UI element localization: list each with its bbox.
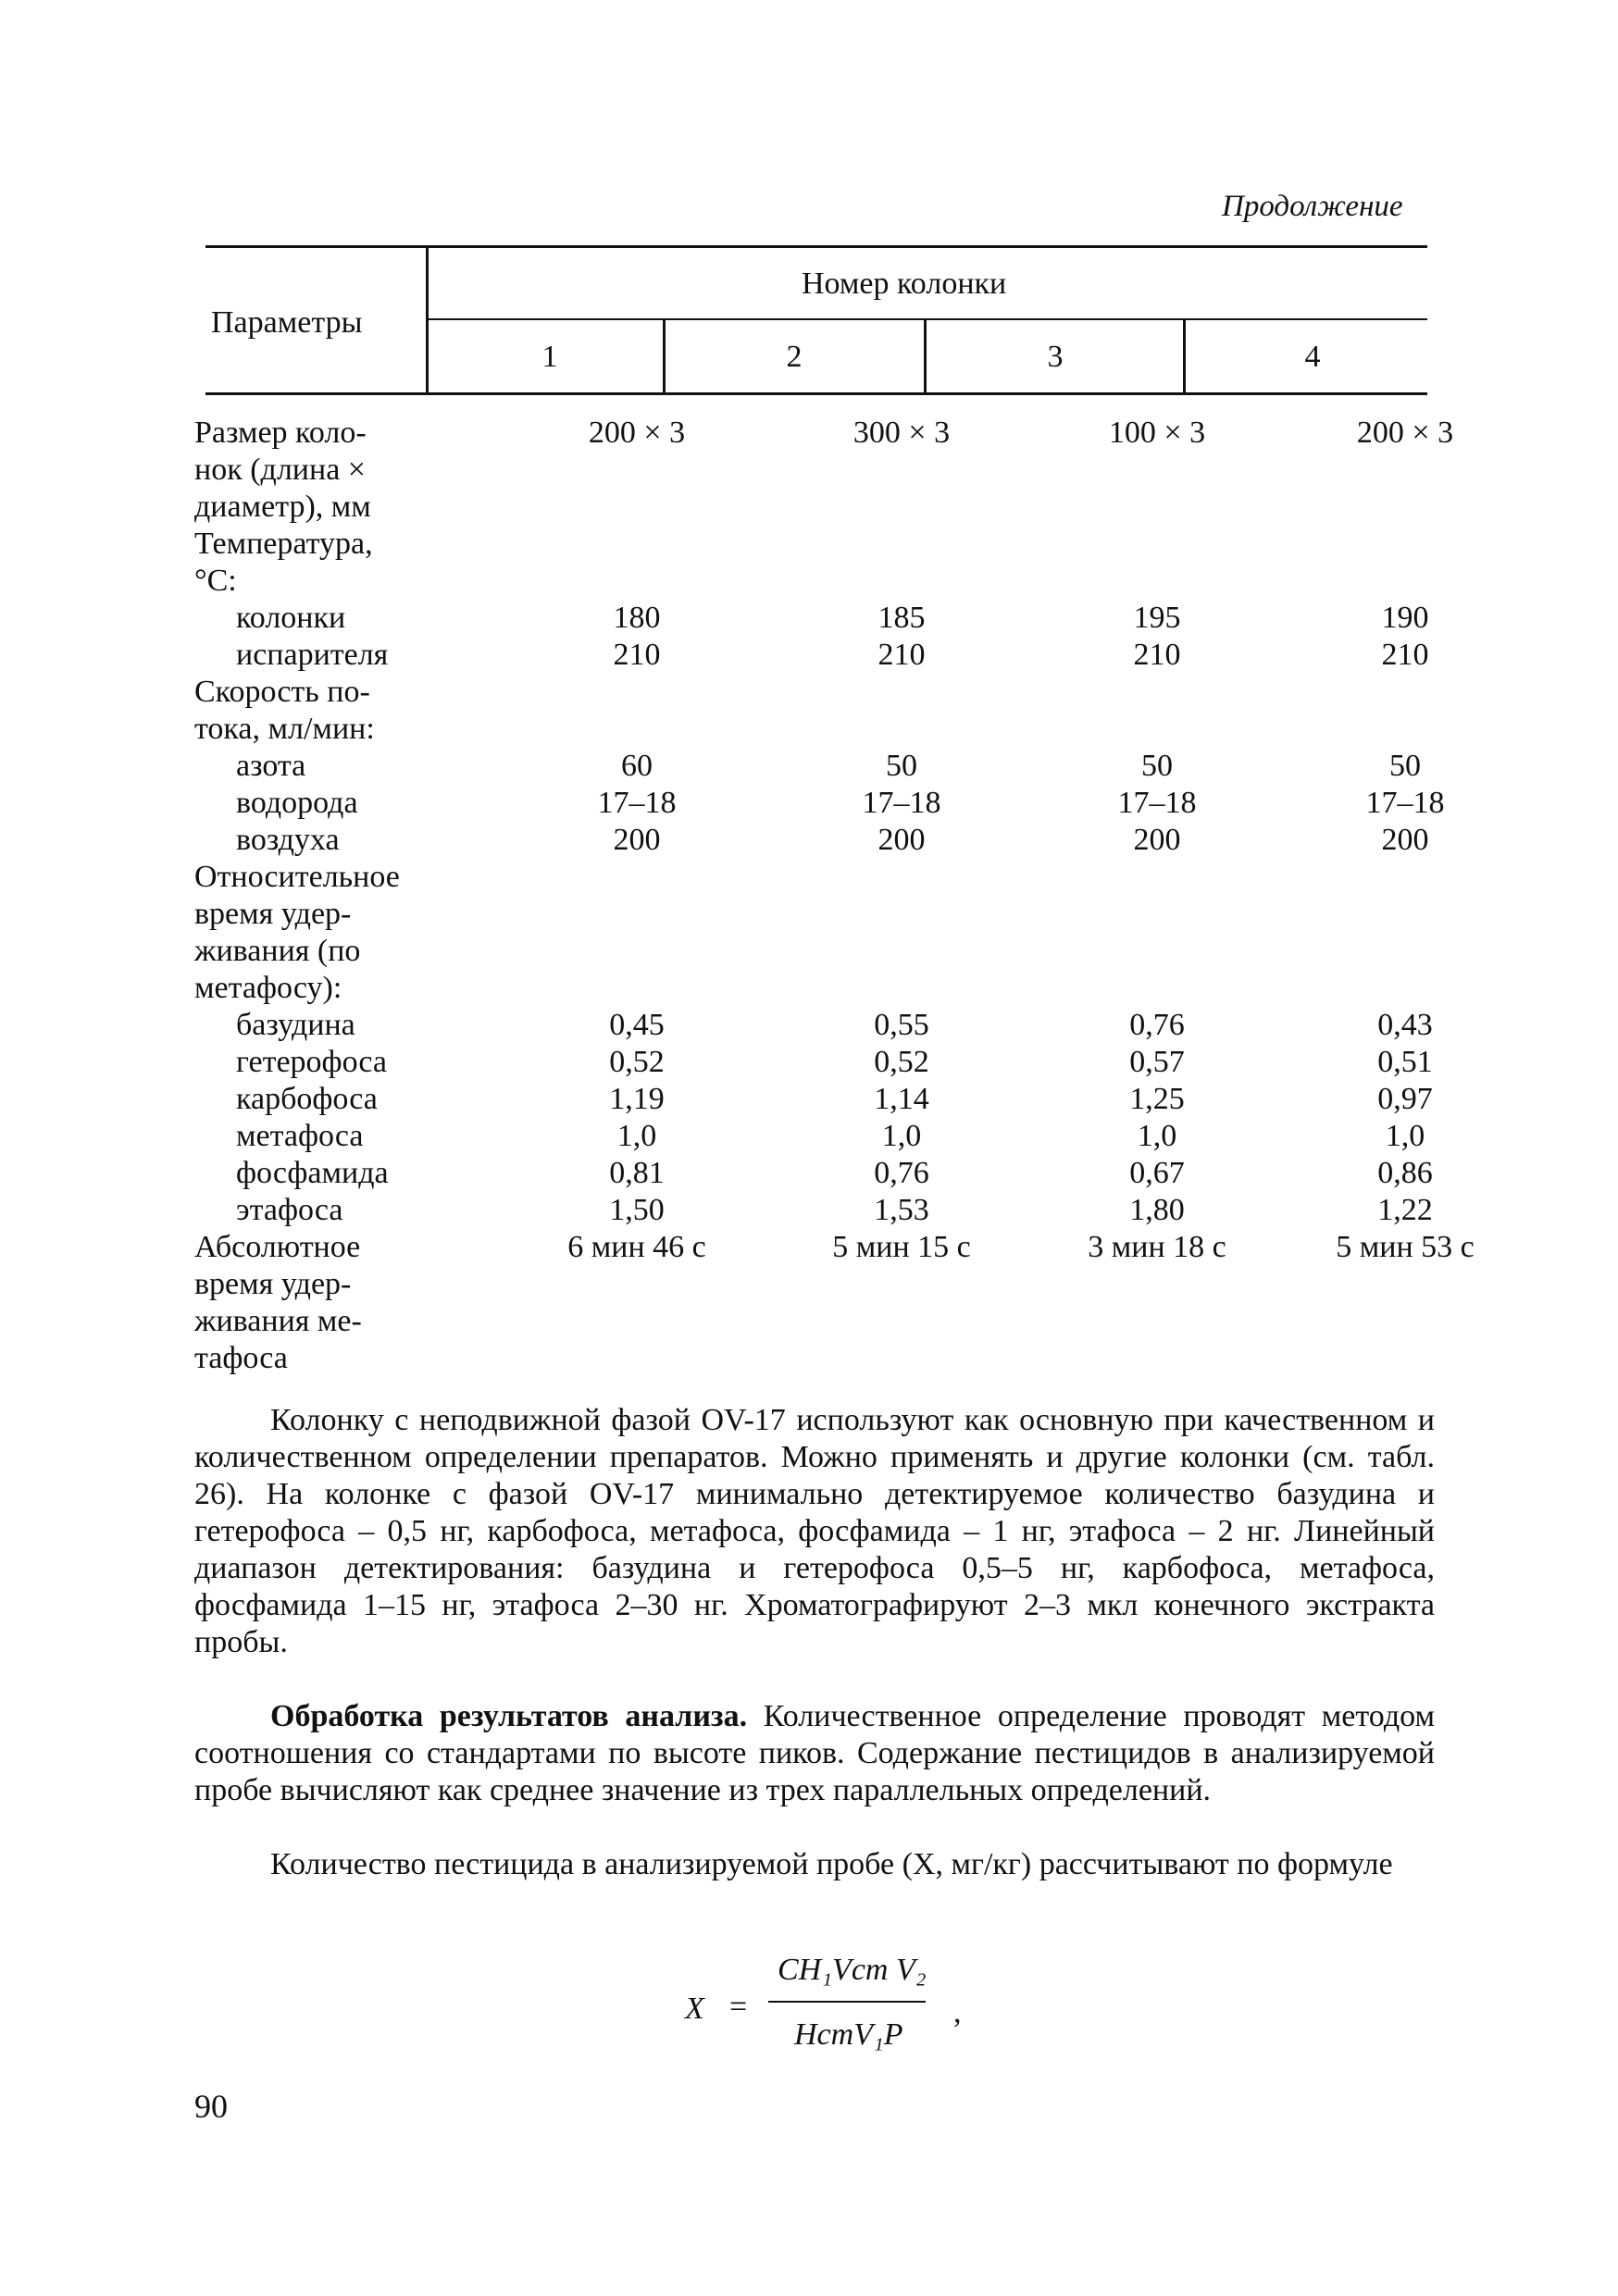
table-cell-col-4: 5 мин 53 с: [1336, 1230, 1475, 1264]
table-top-rule: [205, 245, 1427, 248]
table-row-param: живания ме-: [194, 1304, 362, 1338]
table-cell-col-1: 0,81: [609, 1156, 665, 1190]
page-number: 90: [194, 2088, 228, 2125]
table-cell-col-1: 200 × 3: [588, 416, 686, 450]
table-cell-col-1: 17–18: [597, 786, 677, 820]
table-cell-col-3: 1,0: [1137, 1119, 1177, 1153]
table-row-param: живания (по: [194, 934, 361, 968]
table-cell-col-2: 1,0: [881, 1119, 922, 1153]
table-cell-col-4: 17–18: [1365, 786, 1445, 820]
paragraph-formula-intro: [194, 1846, 1435, 1883]
formula-equals: =: [729, 1990, 748, 2024]
table-cell-col-2: 1,53: [874, 1193, 929, 1227]
table-header-col-2: 2: [786, 340, 803, 374]
formula-lhs: X: [685, 1992, 704, 2026]
table-row-param: Скорость по-: [194, 675, 370, 709]
table-cell-col-4: 0,43: [1377, 1008, 1433, 1042]
paragraph-3: Количество пестицида в анализируемой пробе (X, мг/кг) рассчитывают по формуле: [270, 1847, 1393, 1881]
table-cell-col-4: 1,0: [1385, 1119, 1425, 1153]
table-cell-col-2: 0,76: [874, 1156, 929, 1190]
table-row-param: колонки: [236, 601, 346, 635]
table-row-param: карбофоса: [236, 1082, 378, 1116]
table-header-col-4: 4: [1304, 340, 1321, 374]
paragraph-2: [194, 1698, 1435, 1809]
table-cell-col-4: 1,22: [1377, 1193, 1433, 1227]
table-header-col-3: 3: [1047, 340, 1064, 374]
table-header-bottom-rule: [205, 392, 1427, 395]
table-vrule-params: [426, 245, 429, 394]
table-row-param: Размер коло-: [194, 416, 367, 450]
table-cell-col-1: 1,50: [609, 1193, 665, 1227]
table-cell-col-2: 200: [877, 823, 926, 857]
table-cell-col-4: 210: [1381, 638, 1429, 672]
table-cell-col-3: 100 × 3: [1108, 416, 1206, 450]
table-cell-col-4: 0,51: [1377, 1045, 1433, 1079]
table-cell-col-1: 1,0: [616, 1119, 657, 1153]
table-cell-col-3: 1,25: [1129, 1082, 1185, 1116]
table-row-param: время удер-: [194, 897, 352, 931]
table-row-param: метафосу):: [194, 971, 342, 1005]
table-cell-col-2: 50: [886, 749, 917, 783]
table-row-param: базудина: [236, 1008, 355, 1042]
table-row-param: нок (длина ×: [194, 453, 366, 487]
table-cell-col-2: 17–18: [862, 786, 941, 820]
table-cell-col-1: 1,19: [609, 1082, 665, 1116]
table-cell-col-1: 200: [613, 823, 661, 857]
table-cell-col-1: 210: [613, 638, 661, 672]
table-row-param: тафоса: [194, 1341, 288, 1375]
table-row-param: воздуха: [236, 823, 340, 857]
table-cell-col-3: 1,80: [1129, 1193, 1185, 1227]
table-cell-col-2: 0,52: [874, 1045, 929, 1079]
table-cell-col-4: 50: [1389, 749, 1421, 783]
table-cell-col-1: 60: [621, 749, 653, 783]
table-row-param: фосфамида: [236, 1156, 389, 1190]
table-cell-col-1: 180: [613, 601, 661, 635]
formula-trailing-comma: ,: [953, 1995, 962, 2029]
table-cell-col-3: 210: [1133, 638, 1181, 672]
table-row-param: азота: [236, 749, 306, 783]
table-cell-col-2: 5 мин 15 с: [832, 1230, 971, 1264]
paragraph-2-heading: Обработка результатов анализа.: [270, 1699, 748, 1733]
table-row-param: этафоса: [236, 1193, 343, 1227]
paragraph-1: Колонку с неподвижной фазой OV-17 используют как основную при качественном и количественном определении препаратов. Можно применять и другие колонки (см. табл. 26). На колонке с фазой OV-17 минимально детектируемое количество базудина и гетерофоса – 0,5 нг, карбофоса, метафоса, фосфамида – 1 нг, этафоса – 2 нг. Линейный диапазон детектирования: базудина и гетерофоса 0,5–5 нг, карбофоса, метафоса, фосфамида 1–15 нг, этафоса 2–30 нг. Хроматографируют 2–3 мкл конечного экстракта пробы.: [194, 1403, 1435, 1659]
formula-denominator: HстV₁P: [794, 2017, 903, 2052]
table-header-params: Параметры: [211, 305, 363, 340]
paragraph-2-text: Количественное определение проводят методом соотношения со стандартами по высоте пиков. Содержание пестицидов в анализируемой пробе вычисляют как среднее значение из трех параллельных определений.: [194, 1699, 1435, 1807]
table-cell-col-4: 190: [1381, 601, 1429, 635]
table-cell-col-4: 0,86: [1377, 1156, 1433, 1190]
table-cell-col-3: 0,76: [1129, 1008, 1185, 1042]
table-row-param: гетерофоса: [236, 1045, 388, 1079]
table-header-column-group: Номер колонки: [802, 267, 1007, 301]
table-cell-col-3: 3 мин 18 с: [1088, 1230, 1226, 1264]
table-cell-col-4: 200 × 3: [1356, 416, 1454, 450]
table-cell-col-1: 0,52: [609, 1045, 665, 1079]
table-row-param: тока, мл/мин:: [194, 712, 375, 746]
table-cell-col-1: 0,45: [609, 1008, 665, 1042]
table-vrule-1: [663, 318, 666, 394]
table-cell-col-1: 6 мин 46 с: [567, 1230, 706, 1264]
table-cell-col-2: 0,55: [874, 1008, 929, 1042]
table-row-param: Абсолютное: [194, 1230, 361, 1264]
table-cell-col-3: 195: [1133, 601, 1181, 635]
table-cell-col-3: 200: [1133, 823, 1181, 857]
formula-fraction-bar: [768, 2001, 926, 2003]
paragraph-columns: [194, 1402, 1435, 1661]
table-cell-col-3: 50: [1141, 749, 1173, 783]
table-cell-col-2: 185: [877, 601, 926, 635]
paragraph-processing: [194, 1698, 1435, 1809]
table-row-param: испарителя: [236, 638, 389, 672]
table-cell-col-3: 17–18: [1117, 786, 1197, 820]
table-header-col-1: 1: [541, 340, 558, 374]
table-row-param: время удер-: [194, 1267, 352, 1301]
table-cell-col-2: 300 × 3: [853, 416, 951, 450]
table-row-param: °С:: [194, 564, 237, 598]
table-row-param: водорода: [236, 786, 358, 820]
formula-numerator: CH₁Vст V₂: [778, 1953, 927, 1987]
table-cell-col-2: 1,14: [874, 1082, 929, 1116]
table-row-param: диаметр), мм: [194, 490, 371, 524]
table-row-param: метафоса: [236, 1119, 364, 1153]
table-cell-col-3: 0,67: [1129, 1156, 1185, 1190]
table-subheader-rule: [428, 318, 1427, 320]
table-cell-col-3: 0,57: [1129, 1045, 1185, 1079]
table-row-param: Температура,: [194, 527, 373, 561]
table-row-param: Относительное: [194, 860, 400, 894]
table-cell-col-4: 200: [1381, 823, 1429, 857]
table-cell-col-2: 210: [877, 638, 926, 672]
continued-label: Продолжение: [1222, 190, 1403, 223]
table-vrule-3: [1183, 318, 1186, 394]
table-vrule-2: [924, 318, 927, 394]
table-cell-col-4: 0,97: [1377, 1082, 1433, 1116]
